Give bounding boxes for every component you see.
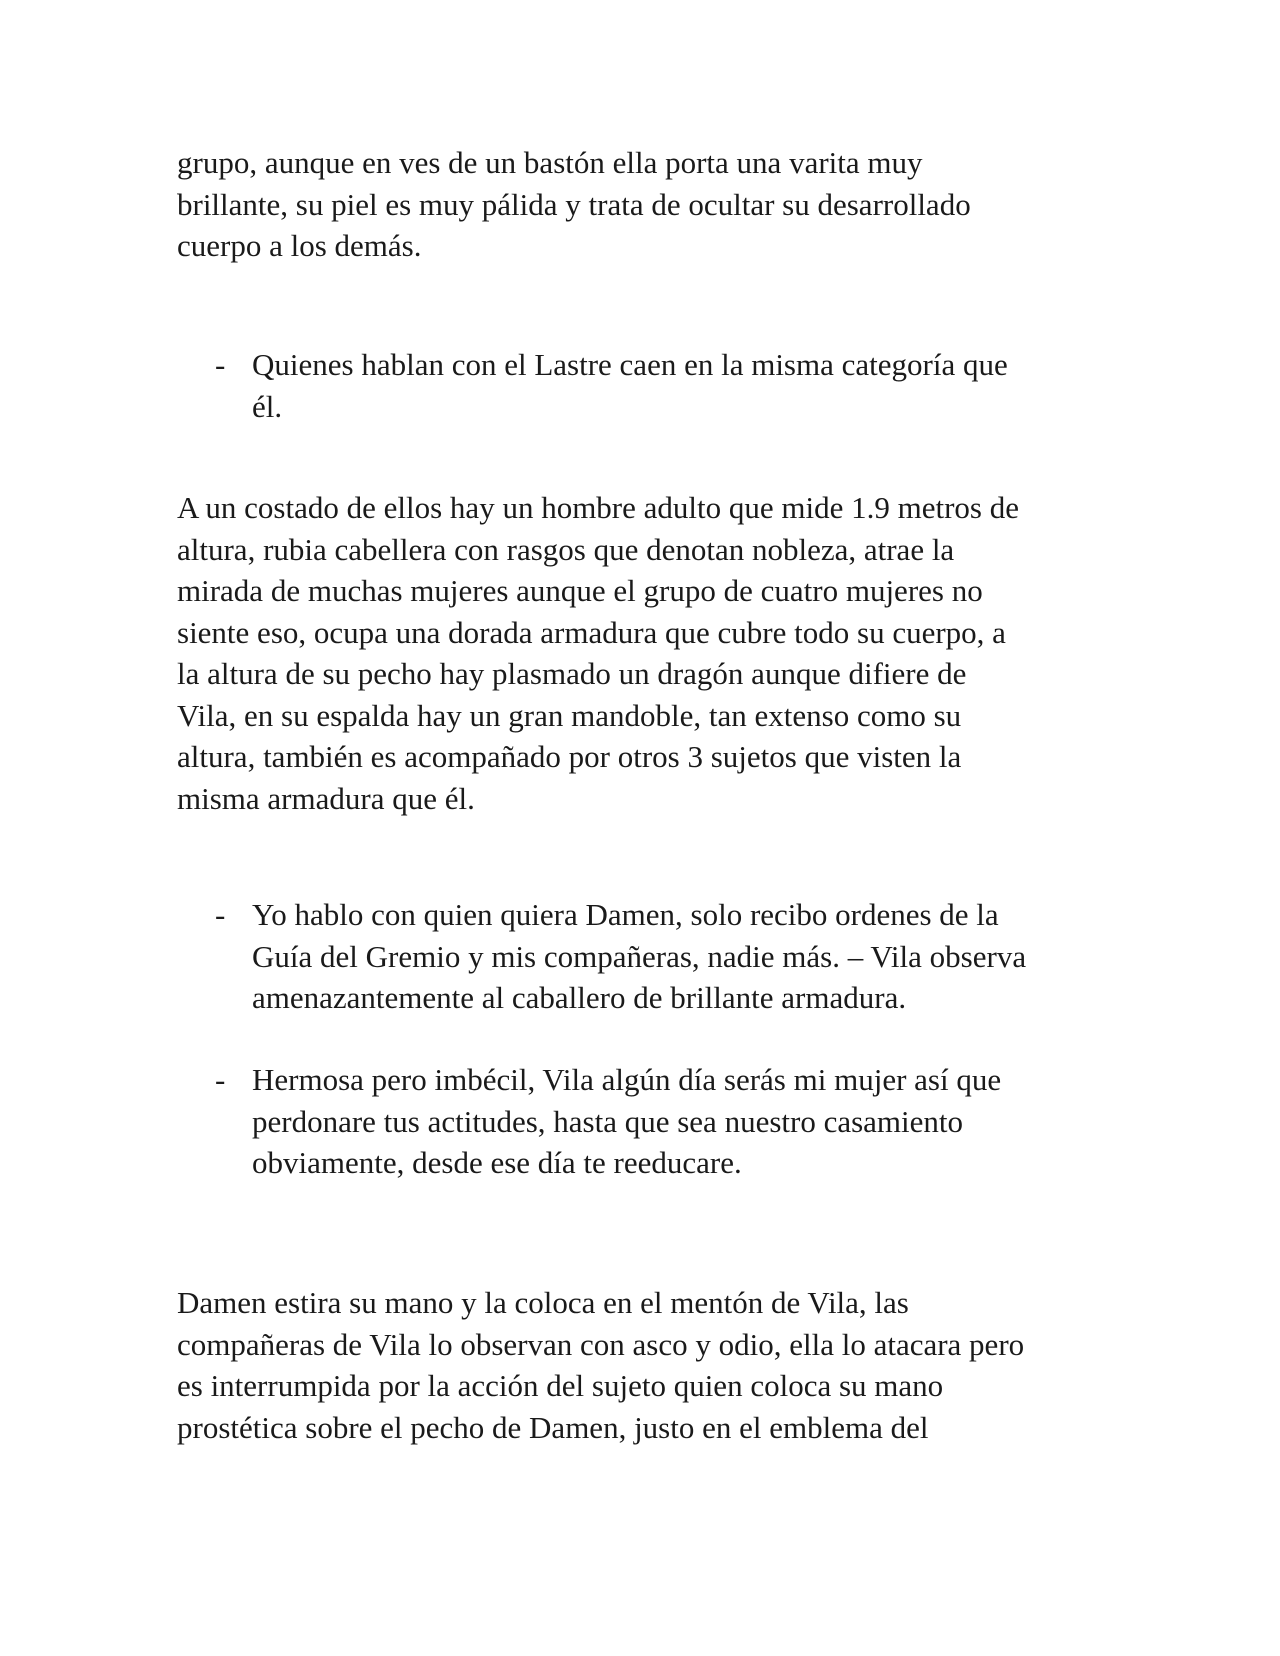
dialog-text: Quienes hablan con el Lastre caen en la misma categoría que él.: [252, 347, 1008, 424]
dialog-dash: -: [215, 1062, 226, 1097]
dialog-text: Hermosa pero imbécil, Vila algún día serás mi mujer así que perdonare tus actitudes, hasta que sea nuestro casamiento obviamente, desde ese día te reeducare.: [252, 1062, 1002, 1180]
dialog-line-1: [177, 344, 1127, 427]
dialog-text: Yo hablo con quien quiera Damen, solo recibo ordenes de la Guía del Gremio y mis compañeras, nadie más. – Vila observa amenazantemente al caballero de brillante armadura.: [252, 897, 1027, 1015]
paragraph-1: grupo, aunque en ves de un bastón ella porta una varita muy brillante, su piel es muy pálida y trata de ocultar su desarrollado cuerpo a los demás.: [177, 145, 971, 263]
dialog-line-2: [177, 894, 1127, 1019]
paragraph-3: Damen estira su mano y la coloca en el mentón de Vila, las compañeras de Vila lo observan con asco y odio, ella lo atacara pero es interrumpida por la acción del sujeto quien coloca su mano prostética sobre el pecho de Damen, justo en el emblema del: [177, 1285, 1025, 1445]
dialog-dash: -: [215, 347, 226, 382]
dialog-line-3: [177, 1059, 1127, 1184]
dialog-dash: -: [215, 897, 226, 932]
paragraph-2: A un costado de ellos hay un hombre adulto que mide 1.9 metros de altura, rubia cabellera con rasgos que denotan nobleza, atrae la mirada de muchas mujeres aunque el grupo de cuatro mujeres no siente eso, ocupa una dorada armadura que cubre todo su cuerpo, a la altura de su pecho hay plasmado un dragón aunque difiere de Vila, en su espalda hay un gran mandoble, tan extenso como su altura, también es acompañado por otros 3 sujetos que visten la misma armadura que él.: [177, 490, 1019, 816]
